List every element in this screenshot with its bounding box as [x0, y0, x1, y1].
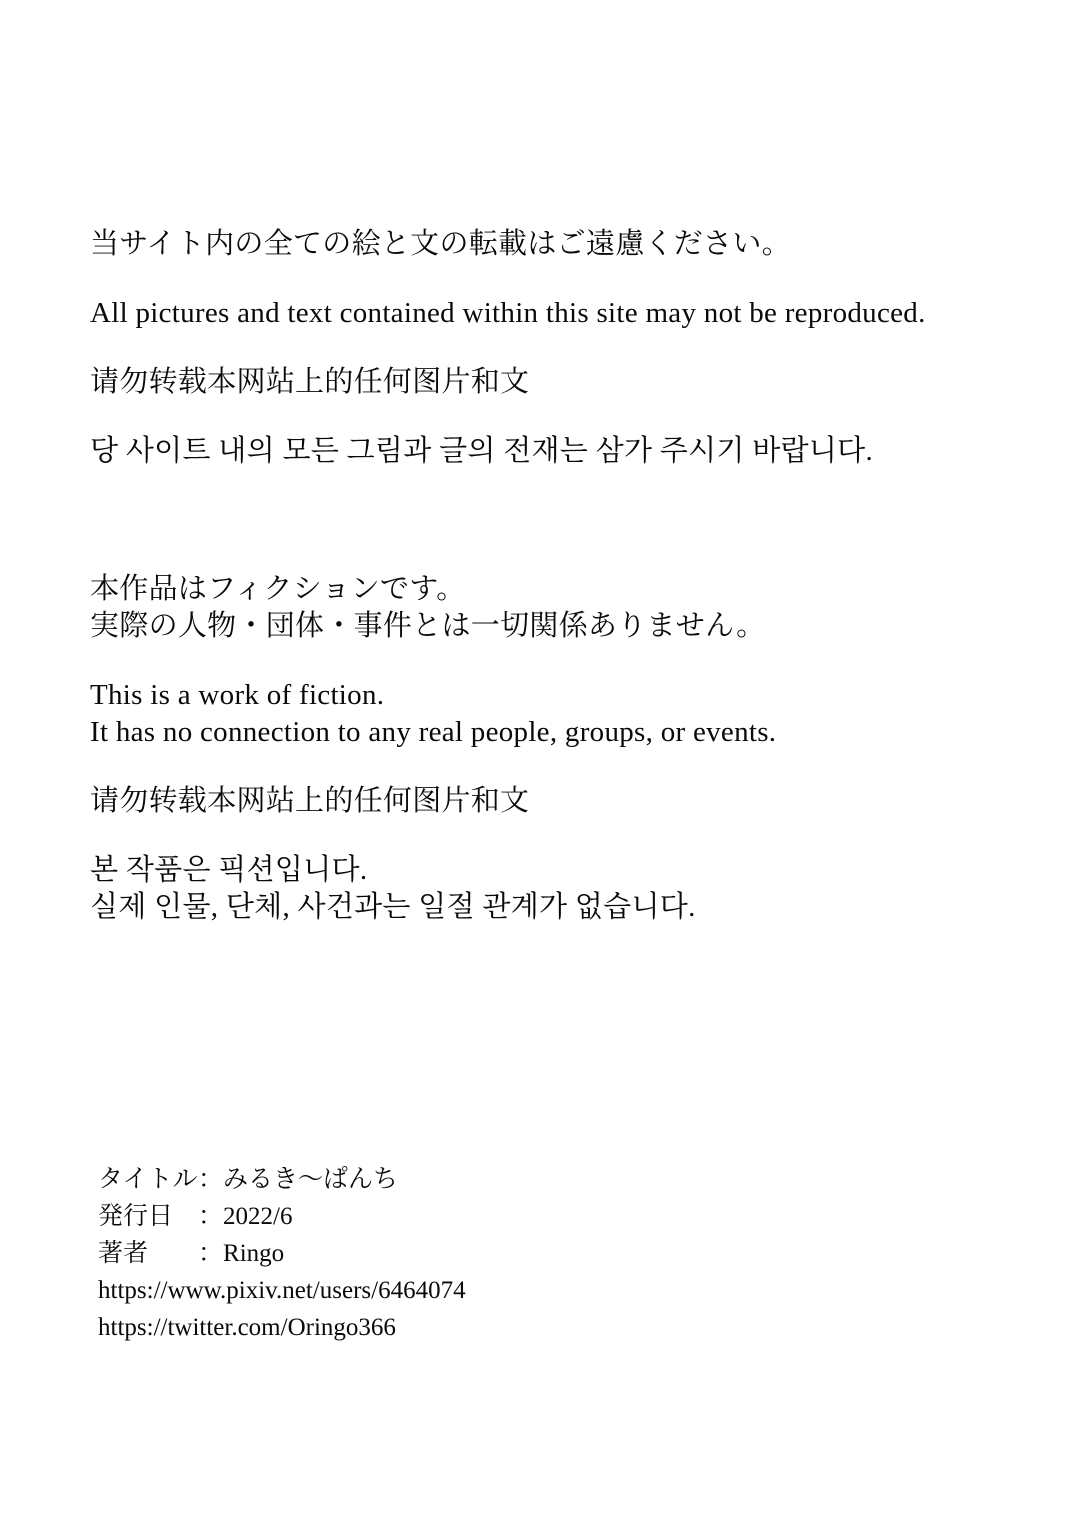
colophon-author-separator: ：	[198, 1240, 224, 1267]
colophon-title-value: みるき～ぱんち	[223, 1166, 399, 1193]
fiction-disclaimer-en	[90, 677, 1020, 751]
twitter-url: https://twitter.com/Oringo366	[98, 1314, 396, 1341]
colophon-row-title	[98, 1161, 1020, 1198]
reproduction-notice-en: All pictures and text contained within this site may not be reproduced.	[90, 297, 926, 329]
fiction-disclaimer-ko	[90, 852, 1020, 926]
colophon	[90, 1161, 1020, 1346]
colophon-date-separator: ：	[198, 1203, 224, 1230]
fiction-disclaimer-ja-line2: 実際の人物・団体・事件とは一切関係ありません。	[90, 610, 766, 642]
colophon-row-date	[98, 1198, 1020, 1235]
colophon-date-value: 2022/6	[223, 1203, 293, 1230]
colophon-author-label: 著者	[98, 1240, 149, 1267]
colophon-title-label: タイトル	[98, 1166, 198, 1193]
colophon-title-separator: ：	[198, 1166, 224, 1193]
colophon-row-author	[98, 1235, 1020, 1272]
reprint-notice-zh: 请勿转载本网站上的任何图片和文	[90, 785, 530, 817]
colophon-author-value: Ringo	[223, 1240, 285, 1267]
fiction-disclaimer-ja-line1: 本作品はフィクションです。	[90, 573, 466, 605]
pixiv-url: https://www.pixiv.net/users/6464074	[98, 1277, 466, 1304]
fiction-disclaimer-en-line1: This is a work of fiction.	[90, 679, 385, 711]
fiction-disclaimer-ko-line1: 본 작품은 픽션입니다.	[90, 854, 368, 886]
reproduction-notice-zh: 请勿转载本网站上的任何图片和文	[90, 366, 530, 398]
reproduction-notice-ja: 当サイト内の全ての絵と文の転載はご遠慮ください。	[90, 228, 791, 260]
fiction-disclaimer-en-line2: It has no connection to any real people, groups, or events.	[90, 716, 777, 748]
fiction-disclaimer-ko-line2: 실제 인물, 단체, 사건과는 일절 관계가 없습니다.	[90, 891, 696, 923]
colophon-date-label: 発行日	[98, 1203, 174, 1230]
reproduction-notice-ko: 당 사이트 내의 모든 그림과 글의 전재는 삼가 주시기 바랍니다.	[90, 435, 874, 467]
fiction-disclaimer-ja	[90, 571, 1020, 645]
